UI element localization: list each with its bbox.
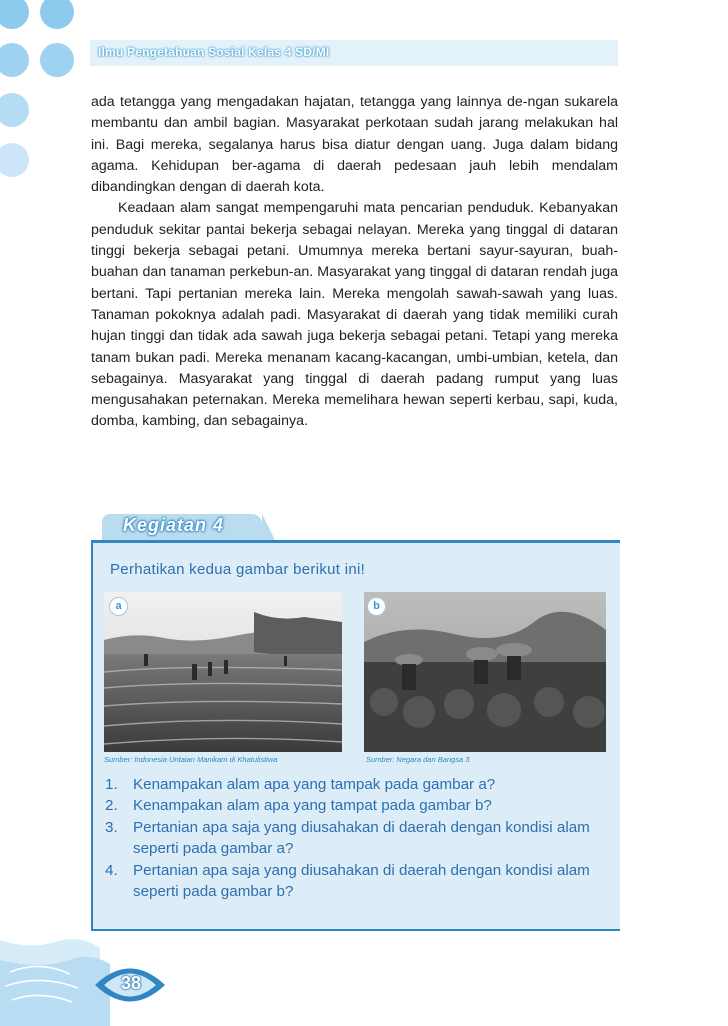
paragraph: ada tetangga yang mengadakan hajatan, tetangga yang lainnya de-ngan sukarela membantu dan ambil bagian. Masyarakat perkotaan sudah jarang melakukan hal ini. Bagi mereka, segalanya harus bisa diatur dengan uang. Juga dalam bidang agama. Kehidupan ber-agama di daerah pedesaan jauh lebih mendalam dibandingkan dengan di daerah kota. xyxy=(91,94,618,196)
image-source-caption: Sumber: Negara dan Bangsa 3 xyxy=(366,755,470,764)
question-number: 3. xyxy=(105,818,118,836)
image-source-caption: Sumber: Indonesia Untaian Manikam di Khatulistiwa xyxy=(104,755,278,764)
question-number: 2. xyxy=(105,797,118,815)
question-number: 1. xyxy=(105,776,118,793)
rice-field-photo xyxy=(104,592,342,752)
question-item xyxy=(105,860,610,903)
image-label-badge: b xyxy=(367,597,386,616)
body-text xyxy=(91,92,618,433)
question-text: Kenampakan alam apa yang tampak pada gambar a? xyxy=(133,776,496,793)
running-header: Ilmu Pengetahuan Sosial Kelas 4 SD/MI xyxy=(98,45,330,59)
image-label-badge: a xyxy=(109,597,128,616)
activity-title: Kegiatan 4 xyxy=(123,515,225,535)
question-number: 4. xyxy=(105,861,118,879)
decorative-dots xyxy=(0,0,90,200)
footer-wave-decoration xyxy=(0,930,190,1026)
tea-plantation-photo xyxy=(364,592,606,752)
paragraph: Keadaan alam sangat mempengaruhi mata pencarian penduduk. Kebanyakan penduduk sekitar pantai bekerja sebagai nelayan. Mereka yang tinggal di dataran tinggi bekerja sebagai petani. Umumnya mereka bertani sayur-sayuran, buah-buahan dan tanaman perkebun-an. Masyarakat yang tinggal di dataran rendah juga bertani. Tapi pertanian mereka lain. Mereka mengolah sawah-sawah yang luas. Tanaman pokoknya adalah padi. Masyarakat di daerah yang tidak memiliki curah hujan tinggi dan tidak ada sawah juga bekerja sebagai petani. Tetapi yang mereka tanam bukan padi. Mereka menanam kacang-kacangan, umbi-umbian, ketela, dan sebagainya. Masyarakat yang tinggal di daerah padang rumput yang luas mengusahakan peternakan. Mereka memelihara hewan seperti kerbau, sapi, kuda, domba, kambing, dan sebagainya. xyxy=(91,200,618,430)
question-item xyxy=(105,774,610,795)
question-text: Pertanian apa saja yang diusahakan di daerah dengan kondisi alam seperti pada gambar b? xyxy=(133,861,590,901)
question-item xyxy=(105,817,610,860)
activity-instruction: Perhatikan kedua gambar berikut ini! xyxy=(110,561,366,578)
question-text: Kenampakan alam apa yang tampat pada gambar b? xyxy=(133,797,492,815)
question-list xyxy=(105,774,610,902)
question-text: Pertanian apa saja yang diusahakan di daerah dengan kondisi alam seperti pada gambar a? xyxy=(133,818,590,858)
page-number: 38 xyxy=(120,973,142,993)
question-item xyxy=(105,795,610,816)
